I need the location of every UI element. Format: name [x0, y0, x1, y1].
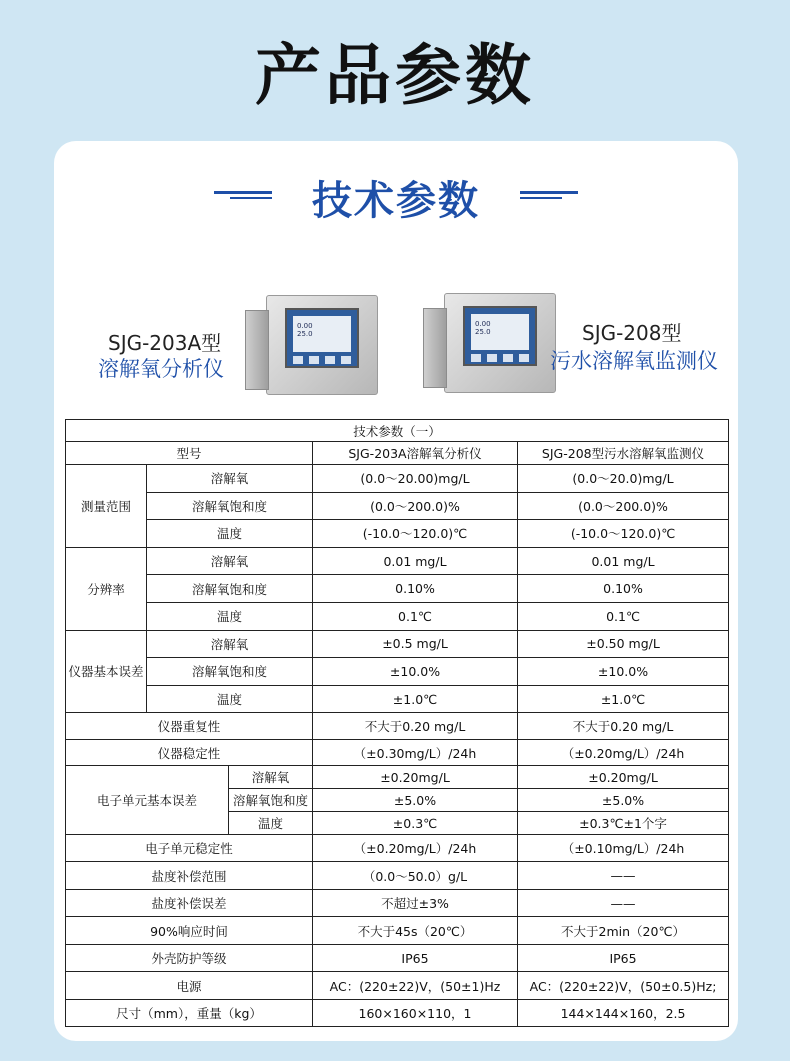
- lcd-sub: 25.0: [475, 328, 491, 336]
- title-dash-right-short: [520, 197, 562, 199]
- sub-label: 温度: [229, 812, 313, 835]
- table-row: [66, 547, 729, 575]
- device-image: [444, 293, 556, 393]
- value-cell-2: 0.10%: [518, 575, 729, 603]
- table-row: [66, 602, 729, 630]
- title-dash-right: [520, 191, 578, 194]
- group-label: 分辨率: [66, 547, 147, 630]
- row-label: 仪器稳定性: [66, 740, 313, 766]
- spec-card: [54, 141, 738, 1041]
- row-label: 尺寸（mm），重量（kg）: [66, 999, 313, 1027]
- value-cell-2: (0.0～20.0)mg/L: [518, 465, 729, 493]
- product-name: 溶解氧分析仪: [98, 357, 224, 381]
- table-row: [66, 835, 729, 862]
- row-label: 电子单元稳定性: [66, 835, 313, 862]
- section-title: 技术参数: [312, 178, 480, 224]
- table-row: [66, 889, 729, 917]
- value-cell-1: 不大于0.20 mg/L: [313, 713, 518, 740]
- lcd-value: 0.00: [475, 320, 491, 328]
- table-row: [66, 442, 729, 465]
- row-label: 90%响应时间: [66, 917, 313, 945]
- value-cell-1: (0.0～200.0)%: [313, 492, 518, 520]
- value-cell-2: AC：(220±22)V，(50±0.5)Hz;: [518, 972, 729, 1000]
- value-cell-1: ±0.20mg/L: [313, 766, 518, 789]
- value-cell-2: (0.0～200.0)%: [518, 492, 729, 520]
- table-row: [66, 492, 729, 520]
- value-cell-2: 0.01 mg/L: [518, 547, 729, 575]
- value-cell-2: 不大于0.20 mg/L: [518, 713, 729, 740]
- value-cell-1: （±0.20mg/L）/24h: [313, 835, 518, 862]
- sub-label: 温度: [147, 520, 313, 548]
- table-row: [66, 713, 729, 740]
- value-cell-1: 不大于45s（20℃）: [313, 917, 518, 945]
- table-caption: 技术参数（一）: [66, 420, 729, 442]
- table-row: [66, 465, 729, 493]
- value-cell-1: (-10.0～120.0)℃: [313, 520, 518, 548]
- value-cell-1: (0.0～20.00)mg/L: [313, 465, 518, 493]
- sub-label: 溶解氧饱和度: [229, 789, 313, 812]
- sub-label: 溶解氧饱和度: [147, 575, 313, 603]
- table-row: [66, 917, 729, 945]
- table-row: [66, 999, 729, 1027]
- table-row: [66, 862, 729, 890]
- row-label: 仪器重复性: [66, 713, 313, 740]
- group-label: 仪器基本误差: [66, 630, 147, 713]
- header-col2: SJG-208型污水溶解氧监测仪: [518, 442, 729, 465]
- value-cell-1: （0.0～50.0）g/L: [313, 862, 518, 890]
- sub-label: 温度: [147, 602, 313, 630]
- value-cell-1: ±5.0%: [313, 789, 518, 812]
- table-row: [66, 972, 729, 1000]
- value-cell-1: IP65: [313, 944, 518, 972]
- row-label: 盐度补偿范围: [66, 862, 313, 890]
- value-cell-1: 0.1℃: [313, 602, 518, 630]
- table-row: [66, 944, 729, 972]
- sub-label: 温度: [147, 685, 313, 713]
- row-label: 电源: [66, 972, 313, 1000]
- value-cell-1: ±1.0℃: [313, 685, 518, 713]
- lcd-sub: 25.0: [297, 330, 313, 338]
- page-title: 产品参数: [255, 37, 535, 114]
- value-cell-2: ±0.20mg/L: [518, 766, 729, 789]
- table-row: [66, 740, 729, 766]
- value-cell-2: (-10.0～120.0)℃: [518, 520, 729, 548]
- sub-label: 溶解氧: [229, 766, 313, 789]
- header-col1: SJG-203A溶解氧分析仪: [313, 442, 518, 465]
- spec-table: [65, 419, 729, 1027]
- table-row: [66, 685, 729, 713]
- value-cell-2: 144×144×160，2.5: [518, 999, 729, 1027]
- table-row: [66, 766, 729, 789]
- value-cell-2: ±10.0%: [518, 658, 729, 686]
- group-label: 电子单元基本误差: [66, 766, 229, 835]
- product-model: SJG-208型: [582, 321, 682, 345]
- value-cell-2: 不大于2min（20℃）: [518, 917, 729, 945]
- value-cell-2: ±0.50 mg/L: [518, 630, 729, 658]
- value-cell-1: ±0.3℃: [313, 812, 518, 835]
- value-cell-1: （±0.30mg/L）/24h: [313, 740, 518, 766]
- sub-label: 溶解氧: [147, 630, 313, 658]
- table-row: [66, 630, 729, 658]
- value-cell-2: IP65: [518, 944, 729, 972]
- value-cell-1: 0.10%: [313, 575, 518, 603]
- table-row: [66, 658, 729, 686]
- sub-label: 溶解氧: [147, 547, 313, 575]
- table-row: [66, 575, 729, 603]
- value-cell-1: 160×160×110，1: [313, 999, 518, 1027]
- value-cell-2: ——: [518, 889, 729, 917]
- table-row: [66, 520, 729, 548]
- table-row: [66, 420, 729, 442]
- product-model: SJG-203A型: [108, 331, 222, 355]
- row-label: 盐度补偿误差: [66, 889, 313, 917]
- value-cell-2: ±1.0℃: [518, 685, 729, 713]
- row-label: 外壳防护等级: [66, 944, 313, 972]
- value-cell-2: ±0.3℃±1个字: [518, 812, 729, 835]
- sub-label: 溶解氧饱和度: [147, 492, 313, 520]
- value-cell-1: AC：(220±22)V，(50±1)Hz: [313, 972, 518, 1000]
- value-cell-1: 0.01 mg/L: [313, 547, 518, 575]
- lcd-value: 0.00: [297, 322, 313, 330]
- value-cell-1: ±10.0%: [313, 658, 518, 686]
- value-cell-2: ±5.0%: [518, 789, 729, 812]
- device-image: [266, 295, 378, 395]
- value-cell-2: （±0.10mg/L）/24h: [518, 835, 729, 862]
- value-cell-2: （±0.20mg/L）/24h: [518, 740, 729, 766]
- value-cell-1: 不超过±3%: [313, 889, 518, 917]
- product-name: 污水溶解氧监测仪: [550, 349, 718, 373]
- value-cell-1: ±0.5 mg/L: [313, 630, 518, 658]
- group-label: 测量范围: [66, 465, 147, 548]
- header-model-label: 型号: [66, 442, 313, 465]
- value-cell-2: 0.1℃: [518, 602, 729, 630]
- sub-label: 溶解氧饱和度: [147, 658, 313, 686]
- value-cell-2: ——: [518, 862, 729, 890]
- sub-label: 溶解氧: [147, 465, 313, 493]
